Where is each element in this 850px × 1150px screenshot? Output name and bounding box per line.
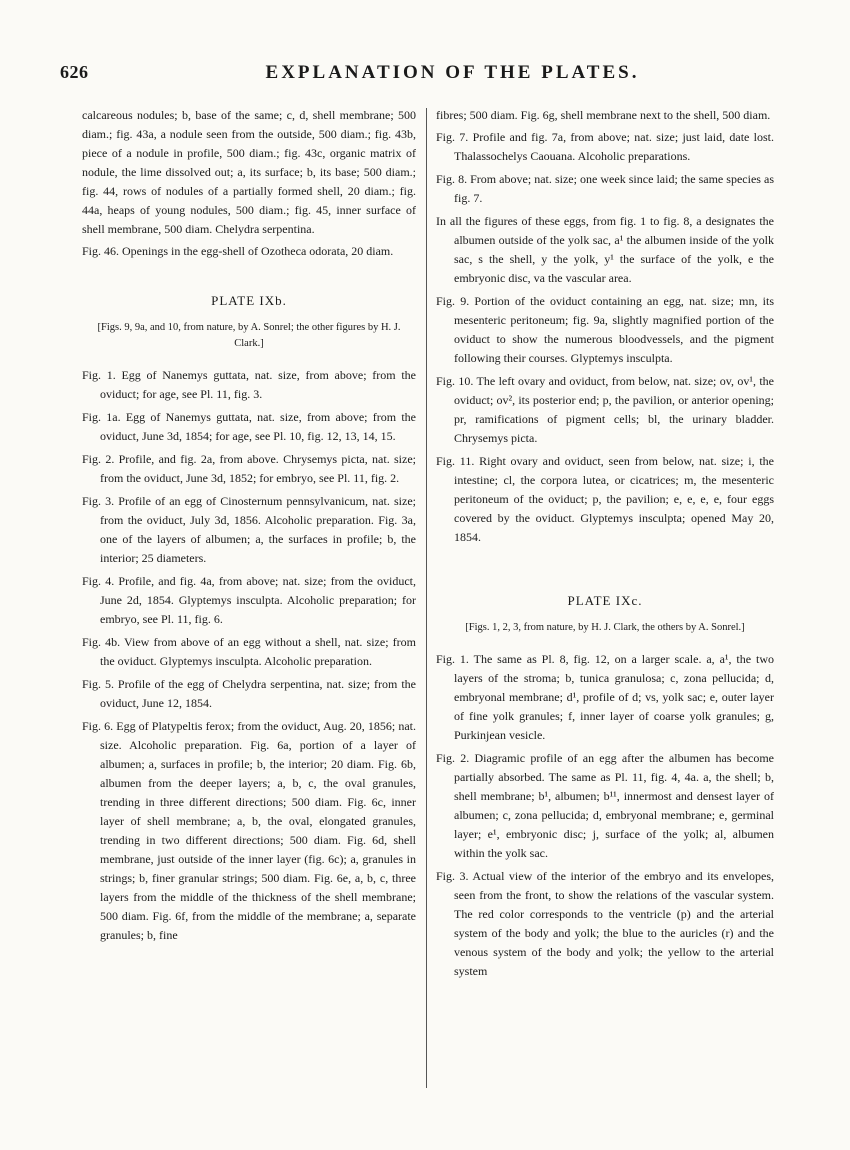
figure-entry: Fig. 1. Egg of Nanemys guttata, nat. size, from above; from the oviduct; for age, see Pl. 11, fig. 3. — [82, 368, 416, 401]
figure-entry: Fig. 4. Profile, and fig. 4a, from above; nat. size; from the oviduct, June 2d, 1854. Glyptemys insculpta. Alcoholic preparation; for embryo, see Pl. 11, fig. 6. — [82, 574, 416, 626]
figure-entry: Fig. 8. From above; nat. size; one week since laid; the same species as fig. 7. — [436, 172, 774, 205]
figure-entry: Fig. 2. Profile, and fig. 2a, from above. Chrysemys picta, nat. size; from the oviduct, June 3d, 1852; for embryo, see Pl. 11, fig. 2. — [82, 452, 416, 485]
figure-entry: Fig. 5. Profile of the egg of Chelydra serpentina, nat. size; from the oviduct, June 12, 1854. — [82, 677, 416, 710]
figure-entry: Fig. 6. Egg of Platypeltis ferox; from the oviduct, Aug. 20, 1856; nat. size. Alcoholic preparation. Fig. 6a, portion of a layer of albumen; a, surfaces in profile; b, the interior; 20 diam. Fig. 6b, albumen from the deeper layers; a, b, c, the oval granules, trending in three different directions; 500 diam. Fig. 6c, inner layer of shell membrane; a, b, the oval, elongated granules, trending in two different directions; 500 diam. Fig. 6d, shell membrane, just outside of the inner layer (fig. 6c); a, granules in strings; b, finer granular strings; 500 diam. Fig. 6e, a, b, c, three layers from the middle of the thickness of the shell membrane; 500 diam. Fig. 6f, from the middle of the membrane; a, separate granules; b, fine — [82, 719, 416, 942]
plate-ixb-credit: [Figs. 9, 9a, and 10, from nature, by A. Sonrel; the other figures by H. J. Clark.] — [97, 322, 401, 349]
figure-entry: Fig. 10. The left ovary and oviduct, from below, nat. size; ov, ov¹, the oviduct; ov², its posterior end; p, the pavilion, or anterior opening; pr, ramifications of pigment cells; bl, the urinary bladder. Chrysemys picta. — [436, 374, 774, 445]
legend-note: In all the figures of these eggs, from fig. 1 to fig. 8, a designates the albumen outside of the yolk sac, a¹ the albumen inside of the yolk sac, s the shell, y the yolk, y¹ the surface of the yolk, e the embryonic disc, va the vascular area. — [436, 214, 774, 285]
figure-entry: Fig. 7. Profile and fig. 7a, from above; nat. size; just laid, date lost. Thalassochelys Caouana. Alcoholic preparations. — [436, 130, 774, 163]
continued-paragraph: calcareous nodules; b, base of the same; c, d, shell membrane; 500 diam.; fig. 43a, a nodule seen from the outside, 500 diam.; fig. 43b, piece of a nodule in profile, 500 diam.; fig. 43c, organic matrix of nodule, the lime dissolved out; a, its surface; b, its base; 500 diam.; fig. 44, rows of nodules of a partially formed shell, 20 diam.; fig. 44a, heaps of young nodules, 500 diam.; fig. 45, inner surface of shell membrane, 500 diam. Chelydra serpentina. — [82, 108, 416, 236]
plate-ixb-heading: PLATE IXb. — [211, 293, 287, 308]
figure-entry: Fig. 3. Profile of an egg of Cinosternum pennsylvanicum, nat. size; from the oviduct, July 3d, 1856. Alcoholic preparation. Fig. 3a, one of the layers of albumen; a, the surfaces in profile; b, the interior; 25 diameters. — [82, 494, 416, 565]
figure-entry-46: Fig. 46. Openings in the egg-shell of Ozotheca odorata, 20 diam. — [82, 244, 394, 258]
left-column — [82, 106, 416, 949]
plate-ixc-heading: PLATE IXc. — [567, 593, 643, 608]
right-column — [436, 106, 774, 985]
running-title: EXPLANATION OF THE PLATES. — [265, 62, 640, 83]
column-divider — [426, 108, 427, 1088]
figure-entry: Fig. 9. Portion of the oviduct containing an egg, nat. size; mn, its mesenteric peritoneum; fig. 9a, slightly magnified portion of the oviduct to show the numerous bloodvessels, and the pigment following their courses. Glyptemys insculpta. — [436, 294, 774, 365]
figure-entry: Fig. 2. Diagramic profile of an egg after the albumen has become partially absorbed. The same as Pl. 11, fig. 4, 4a. a, the shell; b, shell membrane; b¹, albumen; b¹¹, innermost and densest layer of albumen; c, zona pellucida; d, embryonal membrane; e, germinal layer; e¹, embryonic disc; j, surface of the yolk; al, albumen within the yolk sac. — [436, 751, 774, 860]
figure-entry: Fig. 11. Right ovary and oviduct, seen from below, nat. size; i, the intestine; cl, the corpora lutea, or cicatrices; m, the mesenteric peritoneum of the oviduct; p, the pavilion; e, e, e, e, four eggs covered by the oviduct. Glyptemys insculpta; opened May 20, 1854. — [436, 454, 774, 544]
continued-paragraph: fibres; 500 diam. Fig. 6g, shell membrane next to the shell, 500 diam. — [436, 108, 771, 122]
plate-ixc-credit: [Figs. 1, 2, 3, from nature, by H. J. Clark, the others by A. Sonrel.] — [465, 622, 745, 633]
figure-entry: Fig. 3. Actual view of the interior of the embryo and its envelopes, seen from the front, to show the relations of the vascular system. The red color corresponds to the ventricle (p) and the arterial system of the body and yolk; the blue to the auricles (r) and the venous system of the body and yolk; the yellow to the arterial system — [436, 869, 774, 978]
figure-entry: Fig. 1a. Egg of Nanemys guttata, nat. size, from above; from the oviduct, June 3d, 1854; for age, see Pl. 10, fig. 12, 13, 14, 15. — [82, 410, 416, 443]
figure-entry: Fig. 4b. View from above of an egg without a shell, nat. size; from the oviduct. Glyptemys insculpta. Alcoholic preparation. — [82, 635, 416, 668]
figure-entry: Fig. 1. The same as Pl. 8, fig. 12, on a larger scale. a, a¹, the two layers of the stroma; b, tunica granulosa; c, zona pellucida; d, embryonal membrane; d¹, profile of d; vs, yolk sac; e, outer layer of fine yolk granules; f, inner layer of coarse yolk granules; g, Purkinjean vesicle. — [436, 652, 774, 742]
page-number: 626 — [60, 62, 89, 82]
